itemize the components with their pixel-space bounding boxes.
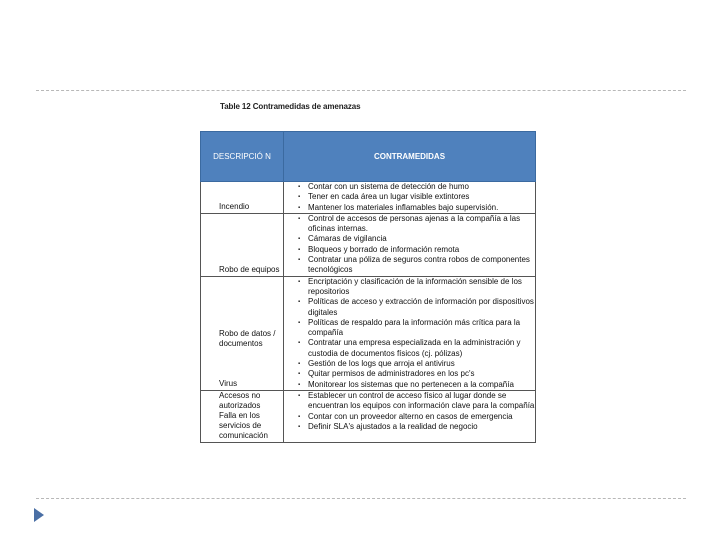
table-header-row	[201, 132, 536, 182]
row-label-text-2: Virus	[219, 378, 238, 388]
list-item: ▪ Contratar una empresa especializada en la administración y custodia de documentos físicos (cj. pólizas)	[298, 338, 535, 359]
list-item: ▪ Contar con un sistema de detección de humo	[298, 182, 535, 192]
header-countermeasures: CONTRAMEDIDAS	[284, 132, 536, 182]
row-label-text-2: Falla en los servicios de comunicación	[219, 410, 268, 440]
row-label-text: Incendio	[219, 201, 250, 211]
list-item: ▪ Monitorear los sistemas que no pertenecen a la compañía	[298, 380, 535, 390]
row-items	[284, 182, 536, 214]
row-items	[284, 276, 536, 390]
top-divider	[36, 90, 686, 91]
list-item: ▪ Quitar permisos de administradores en los pc's	[298, 369, 535, 379]
list-item: ▪ Gestión de los logs que arroja el antivirus	[298, 359, 535, 369]
list-item: ▪ Políticas de respaldo para la información más crítica para la compañía	[298, 318, 535, 339]
list-item: ▪ Políticas de acceso y extracción de información por dispositivos digitales	[298, 297, 535, 318]
list-item: ▪ Mantener los materiales inflamables bajo supervisión.	[298, 203, 535, 213]
list-item: ▪ Contar con un proveedor alterno en casos de emergencia	[298, 412, 535, 422]
list-item: ▪ Definir SLA's ajustados a la realidad de negocio	[298, 422, 535, 432]
countermeasures-table	[200, 131, 536, 443]
row-label	[201, 276, 284, 390]
next-slide-arrow-icon[interactable]	[33, 507, 45, 523]
row-label-text: Robo de datos / documentos	[219, 328, 276, 348]
table-row-accesos	[201, 390, 536, 442]
table-caption: Table 12 Contramedidas de amenazas	[220, 102, 361, 111]
header-description: DESCRIPCIÓ N	[201, 132, 284, 182]
row-items	[284, 213, 536, 276]
table-row-incendio	[201, 182, 536, 214]
row-label-text: Robo de equipos	[219, 264, 280, 274]
list-item: ▪ Establecer un control de acceso físico al lugar donde se encuentran los equipos con información clave para la compañía	[298, 391, 535, 412]
list-item: ▪ Encriptación y clasificación de la información sensible de los repositorios	[298, 277, 535, 298]
row-label-text: Accesos no autorizados	[219, 390, 261, 410]
bottom-divider	[36, 498, 686, 499]
list-item: ▪ Cámaras de vigilancia	[298, 234, 535, 244]
row-label	[201, 390, 284, 442]
row-label	[201, 213, 284, 276]
table-row-robo-datos	[201, 276, 536, 390]
row-label	[201, 182, 284, 214]
row-items	[284, 390, 536, 442]
list-item: ▪ Bloqueos y borrado de información remota	[298, 245, 535, 255]
list-item: ▪ Contratar una póliza de seguros contra robos de componentes tecnológicos	[298, 255, 535, 276]
list-item: ▪ Tener en cada área un lugar visible extintores	[298, 192, 535, 202]
list-item: ▪ Control de accesos de personas ajenas a la compañía a las oficinas internas.	[298, 214, 535, 235]
table-row-robo-equipos	[201, 213, 536, 276]
